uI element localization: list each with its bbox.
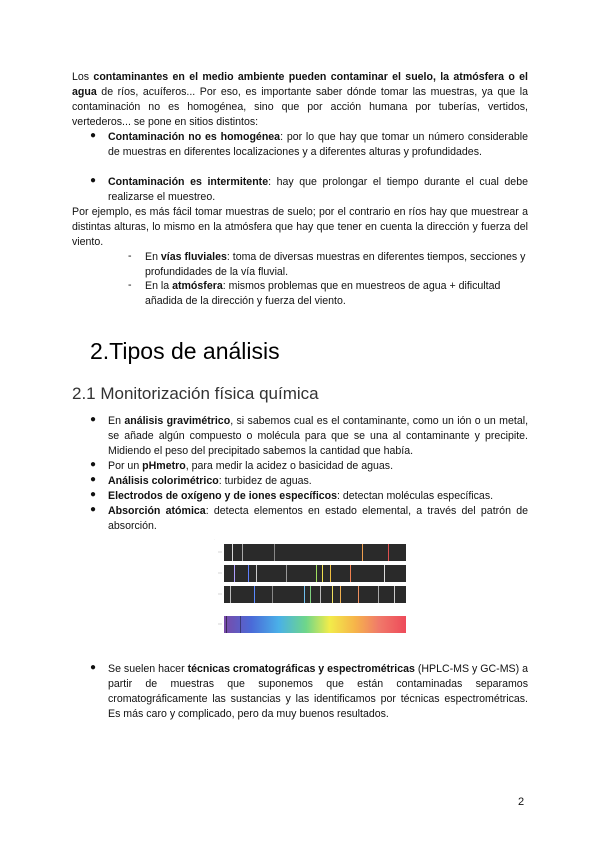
emission-spectrum-band	[224, 565, 406, 582]
emission-spectrum-band	[224, 544, 406, 561]
bullet-icon: ●	[90, 130, 97, 141]
list-item: En análisis gravimétrico, si sabemos cual es el contaminante, como un ión o un metal, se añade algún compuesto o molécula para que se una al contaminante y precipite. Midiendo el peso del precipitado sabemos la cantidad que había.	[108, 415, 529, 457]
list-item: Se suelen hacer técnicas cromatográficas y espectrométricas (HPLC-MS y GC-MS) a partir de muestras que suponemos que están contaminadas separamos cromatográficamente las sustancias y las identificamos por técnicas espectrométricas. Es más caro y complicado, pero da muy buenos resultados.	[108, 663, 528, 720]
subsection-title: 2.1 Monitorización física química	[72, 384, 319, 403]
list-item: Absorción atómica: detecta elementos en estado elemental, a través del patrón de absorción.	[108, 505, 528, 532]
svg-text:·: ·	[214, 537, 215, 541]
bullet-icon: ●	[90, 175, 97, 186]
section-title: 2.Tipos de análisis	[90, 338, 280, 364]
list-item: En la atmósfera: mismos problemas que en muestreos de agua + dificultad añadida de la dirección y fuerza del viento.	[145, 280, 501, 307]
list-item: Electrodos de oxígeno y de iones específicos: detectan moléculas específicas.	[108, 490, 494, 502]
list-item: Análisis colorimétrico: turbidez de aguas.	[108, 475, 312, 487]
list-item: Contaminación no es homogénea: por lo que hay que tomar un número considerable de muestras en diferentes localizaciones y a diferentes alturas y profundidades.	[108, 131, 528, 158]
bullet-icon: ●	[90, 474, 97, 485]
spectra-figure	[212, 536, 412, 640]
dash-icon: -	[128, 279, 132, 291]
dash-icon: -	[128, 250, 132, 262]
bullet-icon: ●	[90, 459, 97, 470]
bullet-icon: ●	[90, 414, 97, 425]
bullet-icon: ●	[90, 489, 97, 500]
list-item: En vías fluviales: toma de diversas muestras en diferentes tiempos, secciones y profundidades de la vía fluvial.	[145, 251, 526, 278]
intro-paragraph: Los contaminantes en el medio ambiente pueden contaminar el suelo, la atmósfera o el agua de ríos, acuíferos... Por eso, es importante saber dónde tomar las muestras, ya que la contaminación no es homogénea, sino que por acción humana por tuberías, vertidos, vertederos... se pone en sitios distintos:	[72, 71, 529, 128]
bullet-icon: ●	[90, 504, 97, 515]
list-item: Por un pHmetro, para medir la acidez o basicidad de aguas.	[108, 460, 394, 472]
page-number: 2	[518, 796, 525, 808]
bullet-icon: ●	[90, 662, 97, 673]
example-paragraph: Por ejemplo, es más fácil tomar muestras de suelo; por el contrario en ríos hay que muestrear a distintas alturas, lo mismo en la atmósfera que hay que tener en cuenta la dirección y fuerza del viento.	[72, 206, 528, 248]
list-item: Contaminación es intermitente: hay que prolongar el tiempo durante el cual debe realizarse el muestreo.	[108, 176, 528, 203]
continuous-spectrum-band	[224, 616, 406, 633]
